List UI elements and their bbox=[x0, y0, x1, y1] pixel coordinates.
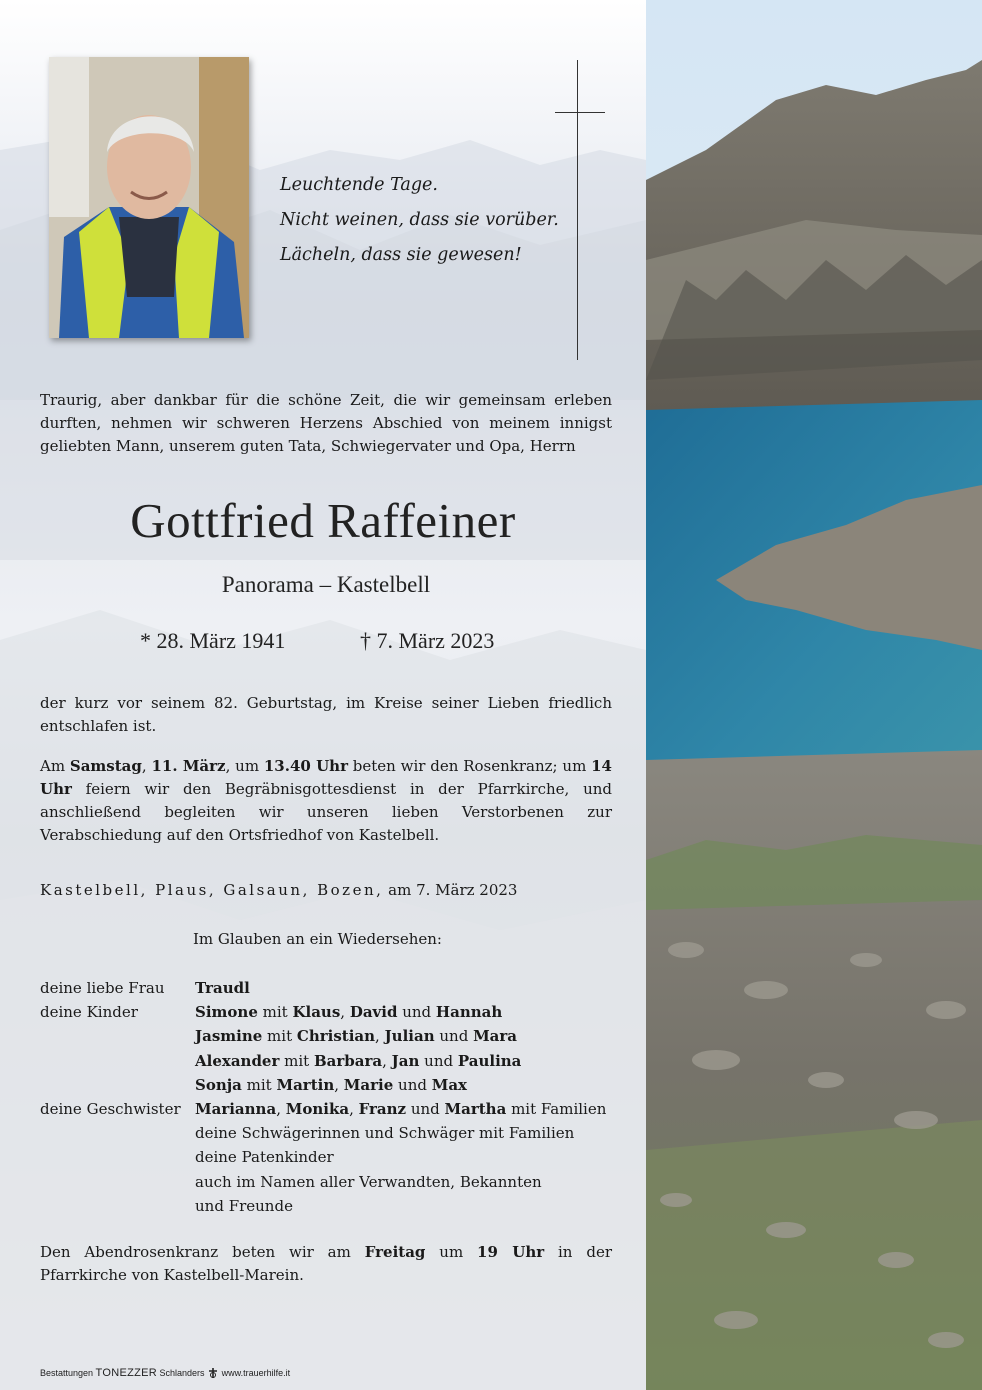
website-link[interactable]: www.trauerhilfe.it bbox=[221, 1368, 291, 1378]
birth-date: * 28. März 1941 bbox=[140, 628, 286, 653]
landscape-photo bbox=[646, 0, 982, 1390]
location-date: Kastelbell, Plaus, Galsaun, Bozen, am 7. März 2023 bbox=[40, 881, 518, 899]
portrait-photo bbox=[49, 57, 249, 338]
service-text: Am Samstag, 11. März, um 13.40 Uhr beten wir den Rosenkranz; um 14 Uhr feiern wir den Begräbnisgottesdienst in der Pfarrkirche, und anschließend begleiten wir unseren lieben Verstorbenen zur Verabschiedung auf den Ortsfriedhof von Kastelbell. bbox=[40, 757, 612, 844]
deceased-name: Gottfried Raffeiner bbox=[130, 493, 516, 548]
evening-rosary-text: Den Abendrosenkranz beten wir am Freitag um 19 Uhr in der Pfarrkirche von Kastelbell-Marein. bbox=[40, 1243, 612, 1284]
intro-text: Traurig, aber dankbar für die schöne Zeit, die wir gemeinsam erleben durften, nehmen wir schweren Herzens Abschied von meinem innigst geliebten Mann, unserem guten Tata, Schwiegervater und Opa, Herrn bbox=[40, 391, 612, 455]
death-date: † 7. März 2023 bbox=[360, 628, 495, 653]
quote-line: Nicht weinen, dass sie vorüber. bbox=[280, 210, 559, 230]
faith-line: Im Glauben an ein Wiedersehen: bbox=[193, 930, 442, 948]
cross-icon bbox=[555, 60, 605, 360]
memorial-quote bbox=[280, 168, 559, 273]
trauerhilfe-logo-icon bbox=[207, 1367, 219, 1379]
quote-line: Lächeln, dass sie gewesen! bbox=[280, 245, 522, 265]
passing-text: der kurz vor seinem 82. Geburtstag, im Kreise seiner Lieben friedlich entschlafen ist. bbox=[40, 694, 612, 735]
deceased-place: Panorama – Kastelbell bbox=[221, 572, 431, 597]
quote-line: Leuchtende Tage. bbox=[280, 175, 438, 195]
funeral-home-footer: Bestattungen TONEZZER Schlanders www.trauerhilfe.it bbox=[40, 1367, 291, 1379]
